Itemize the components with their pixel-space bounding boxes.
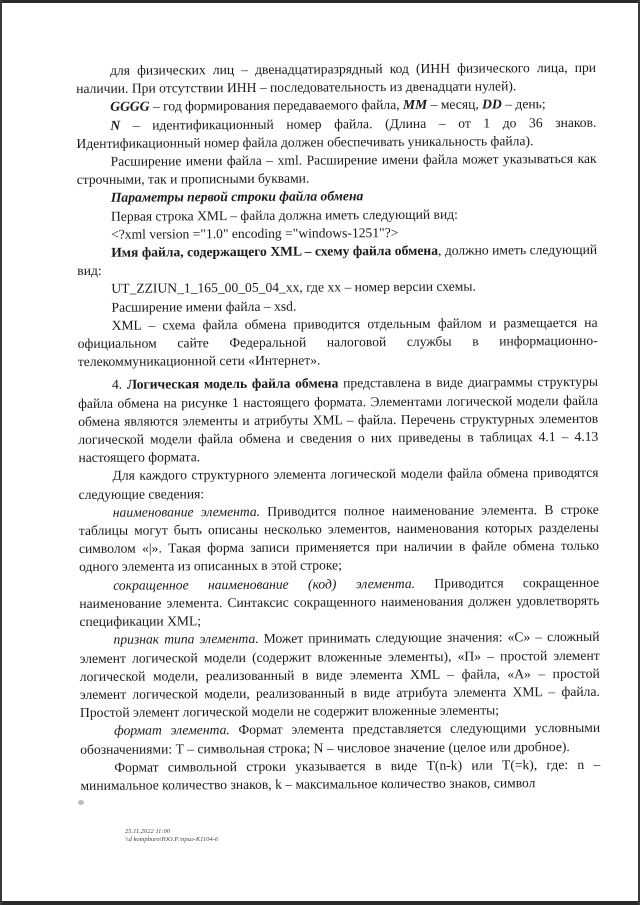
paragraph-extension (77, 150, 597, 190)
paragraph-element-code (79, 574, 599, 632)
paragraph-text: Может принимать следующие значения: «С» – сложный элемент логической модели (содержит вложенные элементы), «П» – простой элемент логической модели, реализованный в виде элемента XML – файла, «А» – простой элемент логической модели, реализованный в виде атрибута элемента XML – файла. Простой элемент логической модели не содержит вложенные элементы; (79, 629, 600, 721)
paragraph-inn-physical (76, 59, 596, 99)
italic-term: признак типа элемента. (113, 631, 259, 648)
paragraph-text: – год формирования передаваемого файла, (149, 97, 404, 114)
italic-term: сокращенное наименование (код) элемента. (113, 575, 416, 593)
footer-file-path: \\d kompburo\ЮО.Р.\прил-К1104-6 (125, 836, 219, 843)
paragraph-text: – идентификационный номер файла. (Длина – от 1 до 36 знаков. Идентификационный номер файла должен обеспечивать уникальность файла). (76, 114, 597, 151)
paragraph-text: Первая строка XML – файла должна иметь следующий вид: (110, 206, 458, 224)
paragraph-schema-publish (78, 314, 598, 372)
italic-term: наименование элемента. (112, 503, 261, 520)
paragraph-text: – месяц, (427, 96, 483, 113)
code-text: UT_ZZIUN_1_165_00_05_04_xx, где хх – номер версии схемы. (111, 278, 476, 297)
paragraph-schema-name (77, 241, 597, 281)
code-gggg: GGGG (110, 98, 150, 115)
italic-term: формат элемента. (114, 722, 230, 739)
paragraph-text: Расширение имени файла – xml. Расширение имени файла может указываться как строчными, так и прописными буквами. (76, 150, 597, 188)
paragraph-text: Формат элемента представляется следующими условными обозначениями: Т – символьная строка; N – числовое значение (целое или дробное). (80, 720, 601, 757)
code-mm: MM (402, 97, 428, 113)
paragraph-text: XML – схема файла обмена приводится отдельным файлом и размещается на официальном сайте Федеральной налоговой службы в информационно-телекоммуникационной сети «Интернет». (77, 314, 598, 370)
code-dd: DD (482, 96, 502, 112)
paragraph-file-id (76, 113, 596, 153)
paragraph-text: Для каждого структурного элемента логической модели файла обмена приводятся следующие сведения: (78, 465, 599, 502)
scan-speck (78, 800, 84, 805)
section-number: 4. (111, 377, 127, 393)
code-n: N (110, 117, 121, 133)
document-page (76, 59, 600, 795)
bold-term: Логическая модель файла обмена (126, 375, 339, 393)
bold-term: Имя файла, содержащего XML – схему файла обмена (111, 242, 439, 260)
paragraph-logical-model (78, 373, 599, 467)
paragraph-element-format (80, 719, 600, 759)
paragraph-element-info (78, 464, 598, 504)
document-footer (125, 828, 218, 844)
scan-border-left (0, 0, 2, 905)
paragraph-text: для физических лиц – двенадцатиразрядный код (ИНН физического лица, при наличии. При отсутствии ИНН – последовательность из двенадцати нулей). (76, 59, 597, 97)
scan-border-bottom (0, 901, 640, 905)
paragraph-text: – день; (501, 96, 546, 112)
scan-border-top (0, 0, 640, 3)
paragraph-text: представлена в виде диаграммы структуры файла обмена на рисунке 1 настоящего формата. Элементами логической модели файла обмена являются элементы и атрибуты XML – файла. Перечень структурных элементов логической модели файла обмена и сведения о них приведены в таблицах 4.1 – 4.13 настоящего формата. (78, 374, 599, 466)
paragraph-text: Формат символьной строки указывается в виде T(n-k) или T(=k), где: n – минимальное количество знаков, k – максимальное количество знаков, символ (80, 756, 601, 793)
footer-timestamp: 25.11.2022 11:00 (125, 828, 171, 835)
paragraph-text: Приводится полное наименование элемента. В строке таблицы могут быть описаны несколько элементов, наименования которых разделены символом «|». Такая форма записи применяется при наличии в файле обмена только одного элемента из описанных в этой строке; (78, 501, 600, 575)
paragraph-text: , должно иметь следующий вид: (77, 241, 598, 279)
paragraph-string-format (80, 756, 600, 796)
paragraph-text: Приводится сокращенное наименование элемента. Синтаксис сокращенного наименования должен удовлетворять спецификации XML; (79, 574, 600, 630)
code-text: <?xml version ="1.0" encoding ="windows-1251"?> (111, 224, 399, 242)
heading-text: Параметры первой строки файла обмена (110, 188, 364, 206)
paragraph-element-type (79, 628, 600, 722)
paragraph-element-name (79, 501, 599, 577)
paragraph-text: Расширение имени файла – xsd. (111, 298, 297, 315)
